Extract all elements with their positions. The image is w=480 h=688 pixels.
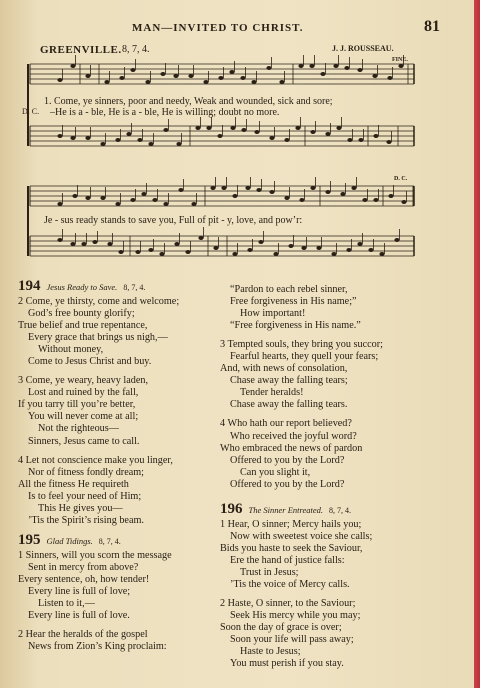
verse-line: 2 Haste, O sinner, to the Saviour; [220,598,356,610]
verse-line: Nor of fitness fondly dream; [28,466,144,478]
verse-line: Chase away the falling tears. [230,399,348,411]
verse-line: Offered to you by the Lord? [230,478,345,490]
verse-line: 1 Sinners, will you scorn the message [18,549,172,561]
page-number: 81 [424,18,440,35]
staves [28,64,414,256]
hymn-meter: 8, 7, 4. [123,283,146,292]
hymn-meter: 8, 7, 4. [98,536,121,546]
verse-line: Soon the day of grace is over; [220,622,342,634]
hymn-heading-196 [220,500,420,519]
verse-line: Who received the joyful word? [230,430,357,442]
verse-line: Lost and ruined by the fall, [28,387,139,399]
verse-line: Listen to it,— [38,598,95,610]
verse-line: 3 Tempted souls, they bring you succor; [220,339,383,351]
hymn-meter: 8, 7, 4. [329,505,352,515]
verse-line: Seek His mercy while you may; [230,610,361,622]
sheet-music [0,0,480,270]
verse-line: ’Tis the Spirit’s rising beam. [28,514,144,526]
verse-line: 4 Let not conscience make you linger, [18,454,173,466]
verse-line: This He gives you— [38,502,123,514]
verse-line: Free forgiveness in His name;” [230,296,357,308]
tune-meter: 8, 7, 4. [122,44,150,55]
hymn-heading-194 [18,280,218,296]
hymn-heading-195 [18,531,218,550]
verse-line: 3 Come, ye weary, heavy laden, [18,375,149,387]
verse-line: Soon your life will pass away; [230,634,354,646]
left-column [18,280,218,653]
verse-line: And, with news of consolation, [220,363,348,375]
verse-line: Every grace that brings us nigh,— [28,332,168,344]
running-head: MAN—INVITED TO CHRIST. [132,22,304,34]
verse-line: “Free forgiveness in His name.” [230,320,361,332]
composer: J. J. ROUSSEAU. [332,44,394,53]
verse-line: Bids you haste to seek the Saviour, [220,542,363,554]
verse-line: Every line is full of love; [28,585,131,597]
verse-line: Chase away the falling tears; [230,375,348,387]
right-column [220,284,420,670]
verse-line: Haste to Jesus; [240,646,301,658]
verse-line: God’s free bounty glorify; [28,308,135,320]
lyric-line-1: 1. Come, ye sinners, poor and needy, Weak and wounded, sick and sore; [44,96,333,107]
hymn-title: Glad Tidings. [46,535,93,546]
hymn-number: 194 [18,278,41,294]
lyric-line-2: –He is a - ble, He is a - ble, He is willing; doubt no more. [50,107,280,118]
verse-line: You will never come at all; [28,411,139,423]
verse-line: All the fitness He requireth [18,478,129,490]
verse-line: How important! [240,308,306,320]
verse-line: Trust in Jesus; [240,566,299,578]
verse-line: Tender heralds! [240,387,304,399]
verse-line: Ere the hand of justice falls: [230,554,345,566]
verse-line: Sent in mercy from above? [28,561,139,573]
verse-line: Every line is full of love. [28,610,130,622]
verse-line: Not the righteous— [38,423,119,435]
verse-line: Come to Jesus Christ and buy. [28,356,152,368]
verse-line: ’Tis the voice of Mercy calls. [230,578,350,590]
verse-line: 2 Come, ye thirsty, come and welcome; [18,296,180,307]
verse-line: “Pardon to each rebel sinner, [230,284,348,295]
hymn-number: 196 [220,500,243,517]
verse-line: You must perish if you stay. [230,658,344,670]
verse-line: Sinners, Jesus came to call. [28,435,140,447]
lyric-line-3: Je - sus ready stands to save you, Full of pit - y, love, and pow’r: [44,215,303,226]
lyric-dc-label: D. C. [22,107,40,116]
hymn-number: 195 [18,531,41,548]
verse-line: News from Zion’s King proclaim: [28,641,167,653]
tune-name: GREENVILLE. [40,44,122,56]
verse-line: Who embraced the news of pardon [220,442,363,454]
verse-line: Fearful hearts, they quell your fears; [230,351,379,363]
verse-line: If you tarry till you’re better, [18,399,136,411]
verse-line: Without money, [38,344,104,356]
fine-mark: FINE. [392,57,408,63]
verse-line: Is to feel your need of Him; [28,490,142,502]
verse-line: Now with sweetest voice she calls; [230,530,373,542]
verse-line: Every sentence, oh, how tender! [18,573,150,585]
verse-line: 4 Who hath our report believed? [220,418,352,430]
verse-line: True belief and true repentance, [18,320,148,332]
hymn-title: The Sinner Entreated. [248,504,324,515]
hymn-title: Jesus Ready to Save. [46,282,118,292]
dc-mark: D. C. [394,176,408,182]
verse-line: Offered to you by the Lord? [230,454,345,466]
verse-line: 1 Hear, O sinner; Mercy hails you; [220,518,362,530]
verse-line: Can you slight it, [240,466,311,478]
verse-line: 2 Hear the heralds of the gospel [18,629,148,641]
